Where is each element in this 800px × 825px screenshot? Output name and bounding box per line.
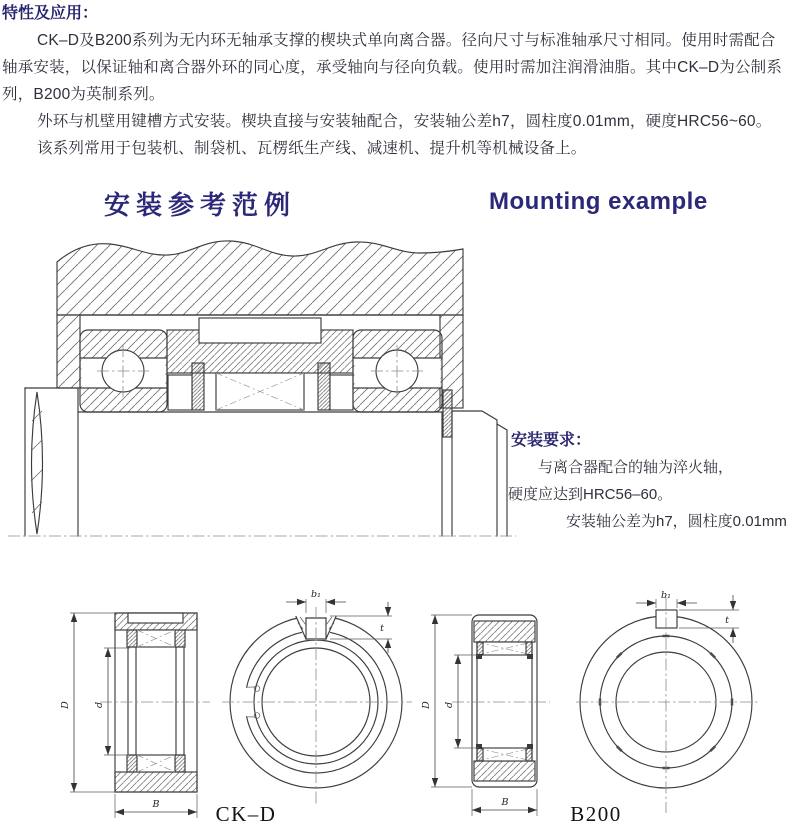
shaft-collar — [452, 411, 507, 536]
clutch-sprag-cage — [216, 373, 304, 410]
mounting-example-drawing — [0, 225, 530, 545]
dimension-figures — [0, 555, 800, 825]
ckd-dim-t — [330, 602, 392, 653]
clutch-side-plate-right — [330, 375, 353, 410]
b200-dim-B — [472, 789, 537, 816]
intro-line: 轴承安装，以保证轴和离合器外环的同心度，承受轴向与径向负载。使用时需加注润滑油脂。其中CK–D为公制系 — [2, 59, 783, 76]
dim-label-t: t — [725, 615, 729, 626]
shaft-break-symbol — [32, 392, 43, 534]
note-line: 硬度应达到HRC56–60。 — [508, 486, 673, 503]
mounting-key — [199, 318, 321, 343]
dim-label-b1: b₁ — [661, 590, 671, 601]
clutch-side-plate-left — [168, 375, 192, 410]
b200-dim-b1 — [636, 590, 697, 608]
dim-label-D: D — [421, 701, 432, 709]
ckd-section-view — [60, 613, 210, 818]
support-bearing-left — [80, 330, 167, 412]
dim-label-d: d — [444, 701, 455, 709]
b200-keyway — [656, 610, 677, 628]
dim-label-b1: b₁ — [311, 589, 321, 600]
note-title: 安装要求： — [511, 432, 592, 449]
intro-line: 该系列常用于包装机、制袋机、瓦楞纸生产线、减速机、提升机等机械设备上。 — [37, 140, 587, 157]
b200-section-view — [421, 615, 550, 816]
shaft-snap-ring — [443, 390, 452, 437]
dim-label-d: d — [94, 701, 105, 709]
dim-label-D: D — [60, 701, 71, 709]
ckd-dim-d — [94, 648, 130, 755]
ckd-dim-D — [60, 613, 115, 792]
intro-heading: 特性及应用： — [2, 5, 99, 22]
intro-line: CK–D及B200系列为无内环无轴承支撑的楔块式单向离合器。径向尺寸与标准轴承尺寸相同。使用时需配合 — [37, 32, 776, 49]
mounting-note — [505, 427, 800, 535]
b200-dim-d — [444, 655, 479, 748]
b200-label: B200 — [570, 802, 622, 825]
dim-label-B: B — [152, 799, 160, 810]
intro-section — [2, 3, 799, 162]
dim-label-t: t — [380, 623, 384, 634]
note-line: 安装轴公差为h7，圆柱度0.01mm — [566, 513, 787, 530]
note-line: 与离合器配合的轴为淬火轴， — [538, 459, 734, 476]
clutch-snap-ring-right — [318, 363, 330, 410]
clutch-snap-ring-left — [192, 363, 204, 410]
ckd-front-view — [222, 589, 412, 805]
b200-dim-D — [421, 615, 472, 787]
intro-line: 外环与机壁用键槽方式安装。楔块直接与安装轴配合，安装轴公差h7，圆柱度0.01mm，硬度HRC56~60。 — [37, 113, 772, 130]
intro-line: 列，B200为英制系列。 — [2, 86, 165, 103]
dim-label-B: B — [501, 797, 509, 808]
support-bearing-right — [353, 330, 442, 412]
section-title-en: Mounting example — [489, 188, 708, 215]
ckd-dim-B — [115, 794, 197, 818]
b200-front-view — [576, 590, 758, 813]
section-title-zh: 安装参考范例 — [104, 190, 297, 220]
ckd-label: CK–D — [215, 802, 277, 825]
